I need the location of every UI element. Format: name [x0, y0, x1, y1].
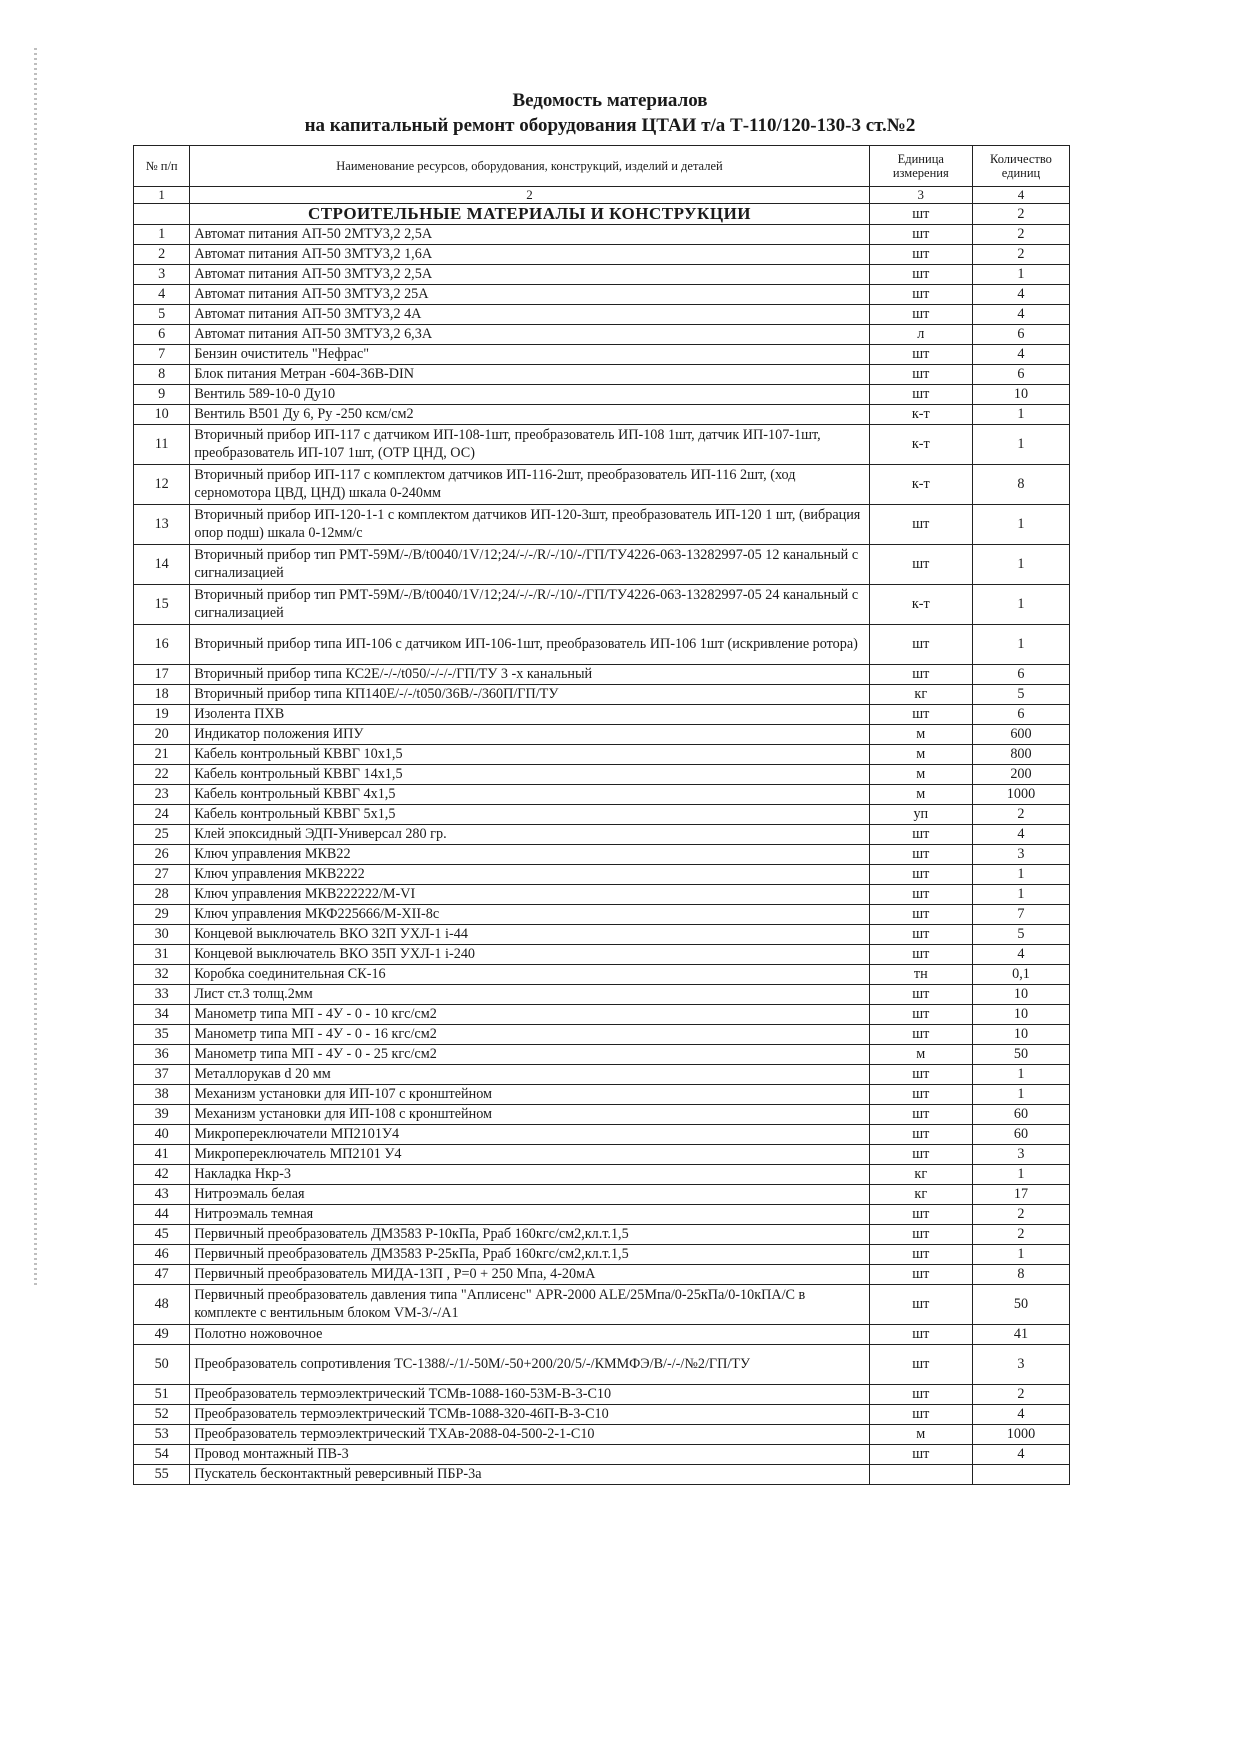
table-row — [134, 625, 1070, 665]
row-number: 33 — [134, 985, 190, 1005]
table-row — [134, 365, 1070, 385]
row-quantity: 3 — [972, 1145, 1069, 1165]
row-unit: шт — [869, 1265, 972, 1285]
row-quantity: 2 — [972, 1385, 1069, 1405]
row-name: Кабель контрольный КВВГ 10х1,5 — [190, 745, 869, 765]
row-quantity: 2 — [972, 1205, 1069, 1225]
row-number: 50 — [134, 1345, 190, 1385]
section-number-cell — [134, 204, 190, 225]
section-quantity: 2 — [972, 204, 1069, 225]
row-name: Изолента ПХВ — [190, 705, 869, 725]
row-name: Микропереключатель МП2101 У4 — [190, 1145, 869, 1165]
row-number: 55 — [134, 1465, 190, 1485]
row-name: Кабель контрольный КВВГ 5х1,5 — [190, 805, 869, 825]
table-row — [134, 1105, 1070, 1125]
row-number: 51 — [134, 1385, 190, 1405]
row-number: 35 — [134, 1025, 190, 1045]
table-row — [134, 1185, 1070, 1205]
row-number: 7 — [134, 345, 190, 365]
table-row — [134, 225, 1070, 245]
row-number: 27 — [134, 865, 190, 885]
row-unit — [869, 1465, 972, 1485]
table-row — [134, 765, 1070, 785]
row-quantity: 60 — [972, 1125, 1069, 1145]
row-name: Вторичный прибор типа КП140Е/-/-/t050/36В/-/360П/ГП/ТУ — [190, 685, 869, 705]
row-quantity: 1000 — [972, 785, 1069, 805]
row-unit: м — [869, 1425, 972, 1445]
column-index-row — [134, 187, 1070, 204]
table-row — [134, 1025, 1070, 1045]
row-unit: шт — [869, 1325, 972, 1345]
table-row — [134, 1005, 1070, 1025]
row-quantity: 1 — [972, 405, 1069, 425]
table-header-row — [134, 146, 1070, 187]
row-number: 34 — [134, 1005, 190, 1025]
row-quantity: 10 — [972, 1025, 1069, 1045]
table-row — [134, 1325, 1070, 1345]
row-name: Вторичный прибор тип РМТ-59М/-/В/t0040/1V/12;24/-/-/R/-/10/-/ГП/ТУ4226-063-13282997-05 12 канальный с сигнализацией — [190, 545, 869, 585]
section-title: СТРОИТЕЛЬНЫЕ МАТЕРИАЛЫ И КОНСТРУКЦИИ — [190, 204, 869, 225]
row-number: 11 — [134, 425, 190, 465]
table-row — [134, 1085, 1070, 1105]
row-name: Вторичный прибор типа КС2Е/-/-/t050/-/-/-/ГП/ТУ 3 -х канальный — [190, 665, 869, 685]
table-row — [134, 845, 1070, 865]
table-row — [134, 745, 1070, 765]
row-name: Пускатель бесконтактный реверсивный ПБР-3а — [190, 1465, 869, 1485]
row-quantity: 1 — [972, 1065, 1069, 1085]
row-unit: шт — [869, 625, 972, 665]
row-unit: л — [869, 325, 972, 345]
row-unit: шт — [869, 985, 972, 1005]
row-quantity: 7 — [972, 905, 1069, 925]
table-row — [134, 1445, 1070, 1465]
row-unit: шт — [869, 365, 972, 385]
row-number: 40 — [134, 1125, 190, 1145]
table-row — [134, 245, 1070, 265]
row-unit: шт — [869, 1065, 972, 1085]
row-name: Нитроэмаль темная — [190, 1205, 869, 1225]
row-number: 38 — [134, 1085, 190, 1105]
row-name: Вторичный прибор типа ИП-106 с датчиком ИП-106-1шт, преобразователь ИП-106 1шт (искривление ротора) — [190, 625, 869, 665]
row-name: Автомат питания АП-50 3МТУ3,2 4А — [190, 305, 869, 325]
row-name: Металлорукав d 20 мм — [190, 1065, 869, 1085]
table-row — [134, 1065, 1070, 1085]
row-unit: кг — [869, 1165, 972, 1185]
row-quantity: 1 — [972, 585, 1069, 625]
row-unit: уп — [869, 805, 972, 825]
row-number: 36 — [134, 1045, 190, 1065]
table-row — [134, 1205, 1070, 1225]
table-row — [134, 985, 1070, 1005]
table-row — [134, 405, 1070, 425]
row-unit: шт — [869, 1245, 972, 1265]
table-row — [134, 585, 1070, 625]
column-index-1: 1 — [134, 187, 190, 204]
row-number: 9 — [134, 385, 190, 405]
row-number: 20 — [134, 725, 190, 745]
row-name: Вторичный прибор тип РМТ-59М/-/В/t0040/1V/12;24/-/-/R/-/10/-/ГП/ТУ4226-063-13282997-05 24 канальный с сигнализацией — [190, 585, 869, 625]
row-quantity: 1000 — [972, 1425, 1069, 1445]
table-row — [134, 685, 1070, 705]
row-name: Кабель контрольный КВВГ 4х1,5 — [190, 785, 869, 805]
row-number: 17 — [134, 665, 190, 685]
table-row — [134, 825, 1070, 845]
table-row — [134, 1245, 1070, 1265]
row-unit: шт — [869, 925, 972, 945]
row-number: 48 — [134, 1285, 190, 1325]
document-title: Ведомость материалов — [512, 90, 708, 111]
row-quantity: 50 — [972, 1045, 1069, 1065]
row-number: 46 — [134, 1245, 190, 1265]
row-quantity: 1 — [972, 625, 1069, 665]
row-unit: шт — [869, 1345, 972, 1385]
table-row — [134, 665, 1070, 685]
row-quantity: 8 — [972, 465, 1069, 505]
row-name: Коробка соединительная СК-16 — [190, 965, 869, 985]
row-name: Микропереключатели МП2101У4 — [190, 1125, 869, 1145]
table-row — [134, 1385, 1070, 1405]
row-quantity: 5 — [972, 925, 1069, 945]
document-subtitle: на капитальный ремонт оборудования ЦТАИ т/а Т-110/120-130-3 ст.№2 — [304, 115, 916, 136]
row-quantity: 50 — [972, 1285, 1069, 1325]
column-index-2: 2 — [190, 187, 869, 204]
row-unit: шт — [869, 1405, 972, 1425]
table-row — [134, 885, 1070, 905]
table-row — [134, 705, 1070, 725]
row-quantity: 6 — [972, 365, 1069, 385]
row-quantity: 17 — [972, 1185, 1069, 1205]
row-unit: шт — [869, 1445, 972, 1465]
row-unit: к-т — [869, 425, 972, 465]
row-quantity: 2 — [972, 225, 1069, 245]
row-quantity: 1 — [972, 425, 1069, 465]
row-unit: шт — [869, 825, 972, 845]
row-number: 18 — [134, 685, 190, 705]
row-name: Вторичный прибор ИП-117 с датчиком ИП-108-1шт, преобразователь ИП-108 1шт, датчик ИП-107-1шт, преобразователь ИП-107 1шт, (ОТР ЦНД, ОС) — [190, 425, 869, 465]
row-unit: шт — [869, 705, 972, 725]
row-number: 44 — [134, 1205, 190, 1225]
table-row — [134, 1405, 1070, 1425]
row-unit: шт — [869, 665, 972, 685]
row-quantity: 60 — [972, 1105, 1069, 1125]
row-quantity: 1 — [972, 505, 1069, 545]
row-quantity: 1 — [972, 865, 1069, 885]
row-name: Вторичный прибор ИП-117 с комплектом датчиков ИП-116-2шт, преобразователь ИП-116 2шт, (ход серномотора ЦВД, ЦНД) шкала 0-240мм — [190, 465, 869, 505]
row-number: 37 — [134, 1065, 190, 1085]
row-quantity: 0,1 — [972, 965, 1069, 985]
row-quantity — [972, 1465, 1069, 1485]
row-unit: шт — [869, 865, 972, 885]
row-name: Первичный преобразователь МИДА-13П , Р=0 + 250 Мпа, 4-20мА — [190, 1265, 869, 1285]
table-row — [134, 305, 1070, 325]
row-quantity: 2 — [972, 245, 1069, 265]
row-quantity: 800 — [972, 745, 1069, 765]
row-quantity: 4 — [972, 345, 1069, 365]
column-index-4: 4 — [972, 187, 1069, 204]
row-name: Провод монтажный ПВ-3 — [190, 1445, 869, 1465]
row-name: Вторичный прибор ИП-120-1-1 с комплектом датчиков ИП-120-3шт, преобразователь ИП-120 1 шт, (вибрация опор подш) шкала 0-12мм/с — [190, 505, 869, 545]
row-number: 19 — [134, 705, 190, 725]
table-row — [134, 865, 1070, 885]
row-unit: тн — [869, 965, 972, 985]
row-quantity: 6 — [972, 665, 1069, 685]
row-name: Автомат питания АП-50 3МТУ3,2 25А — [190, 285, 869, 305]
row-number: 29 — [134, 905, 190, 925]
row-quantity: 3 — [972, 1345, 1069, 1385]
table-row — [134, 1165, 1070, 1185]
section-unit: шт — [869, 204, 972, 225]
row-quantity: 2 — [972, 805, 1069, 825]
row-unit: шт — [869, 1085, 972, 1105]
row-quantity: 10 — [972, 1005, 1069, 1025]
row-name: Полотно ножовочное — [190, 1325, 869, 1345]
row-quantity: 3 — [972, 845, 1069, 865]
row-name: Блок питания Метран -604-36В-DIN — [190, 365, 869, 385]
row-name: Концевой выключатель ВКО 32П УХЛ-1 i-44 — [190, 925, 869, 945]
row-number: 3 — [134, 265, 190, 285]
row-number: 47 — [134, 1265, 190, 1285]
row-number: 43 — [134, 1185, 190, 1205]
row-name: Автомат питания АП-50 2МТУ3,2 2,5А — [190, 225, 869, 245]
row-quantity: 6 — [972, 705, 1069, 725]
row-quantity: 1 — [972, 885, 1069, 905]
table-row — [134, 905, 1070, 925]
row-unit: шт — [869, 305, 972, 325]
row-name: Вентиль 589-10-0 Ду10 — [190, 385, 869, 405]
row-number: 12 — [134, 465, 190, 505]
column-header-name: Наименование ресурсов, оборудования, конструкций, изделий и деталей — [190, 146, 869, 187]
row-unit: м — [869, 745, 972, 765]
row-number: 28 — [134, 885, 190, 905]
row-name: Автомат питания АП-50 3МТУ3,2 6,3А — [190, 325, 869, 345]
row-name: Бензин очиститель "Нефрас" — [190, 345, 869, 365]
row-quantity: 2 — [972, 1225, 1069, 1245]
row-number: 2 — [134, 245, 190, 265]
row-unit: шт — [869, 1025, 972, 1045]
table-row — [134, 1265, 1070, 1285]
row-number: 30 — [134, 925, 190, 945]
row-name: Лист ст.3 толщ.2мм — [190, 985, 869, 1005]
row-number: 25 — [134, 825, 190, 845]
row-name: Индикатор положения ИПУ — [190, 725, 869, 745]
row-number: 21 — [134, 745, 190, 765]
row-quantity: 1 — [972, 545, 1069, 585]
row-name: Преобразователь термоэлектрический ТХАв-2088-04-500-2-1-С10 — [190, 1425, 869, 1445]
table-row — [134, 725, 1070, 745]
row-unit: шт — [869, 385, 972, 405]
table-row — [134, 425, 1070, 465]
row-quantity: 8 — [972, 1265, 1069, 1285]
row-quantity: 6 — [972, 325, 1069, 345]
row-unit: м — [869, 765, 972, 785]
row-unit: шт — [869, 545, 972, 585]
row-quantity: 4 — [972, 285, 1069, 305]
row-unit: шт — [869, 905, 972, 925]
row-number: 4 — [134, 285, 190, 305]
row-name: Ключ управления МКВ2222 — [190, 865, 869, 885]
table-row — [134, 805, 1070, 825]
table-row — [134, 345, 1070, 365]
row-unit: м — [869, 725, 972, 745]
row-name: Клей эпоксидный ЭДП-Универсал 280 гр. — [190, 825, 869, 845]
row-name: Ключ управления МКВ22 — [190, 845, 869, 865]
column-header-unit: Единица измерения — [869, 146, 972, 187]
row-unit: шт — [869, 1125, 972, 1145]
row-unit: шт — [869, 225, 972, 245]
table-row — [134, 1145, 1070, 1165]
table-row — [134, 1225, 1070, 1245]
row-number: 41 — [134, 1145, 190, 1165]
row-number: 49 — [134, 1325, 190, 1345]
row-quantity: 200 — [972, 765, 1069, 785]
row-number: 26 — [134, 845, 190, 865]
row-number: 45 — [134, 1225, 190, 1245]
table-row — [134, 1465, 1070, 1485]
row-number: 42 — [134, 1165, 190, 1185]
row-quantity: 4 — [972, 1445, 1069, 1465]
row-number: 1 — [134, 225, 190, 245]
row-quantity: 4 — [972, 945, 1069, 965]
row-unit: шт — [869, 1145, 972, 1165]
row-unit: шт — [869, 1105, 972, 1125]
row-quantity: 41 — [972, 1325, 1069, 1345]
row-quantity: 10 — [972, 385, 1069, 405]
row-unit: шт — [869, 245, 972, 265]
column-header-number: № п/п — [134, 146, 190, 187]
row-unit: м — [869, 785, 972, 805]
row-unit: шт — [869, 1385, 972, 1405]
row-name: Механизм установки для ИП-108 с кронштейном — [190, 1105, 869, 1125]
table-row — [134, 1425, 1070, 1445]
row-quantity: 1 — [972, 1165, 1069, 1185]
row-unit: шт — [869, 1285, 972, 1325]
row-number: 16 — [134, 625, 190, 665]
table-row — [134, 785, 1070, 805]
row-name: Преобразователь термоэлектрический ТСМв-1088-160-53М-В-3-С10 — [190, 1385, 869, 1405]
table-row — [134, 285, 1070, 305]
row-unit: кг — [869, 1185, 972, 1205]
row-number: 23 — [134, 785, 190, 805]
row-number: 52 — [134, 1405, 190, 1425]
row-name: Автомат питания АП-50 3МТУ3,2 2,5А — [190, 265, 869, 285]
row-unit: м — [869, 1045, 972, 1065]
row-unit: кг — [869, 685, 972, 705]
row-name: Ключ управления МКВ222222/М-VI — [190, 885, 869, 905]
section-row — [134, 204, 1070, 225]
row-name: Вентиль В501 Ду 6, Ру -250 ксм/см2 — [190, 405, 869, 425]
row-name: Манометр типа МП - 4У - 0 - 16 кгс/см2 — [190, 1025, 869, 1045]
row-name: Первичный преобразователь ДМ3583 Р-10кПа, Рраб 160кгс/см2,кл.т.1,5 — [190, 1225, 869, 1245]
row-number: 8 — [134, 365, 190, 385]
row-name: Механизм установки для ИП-107 с кронштейном — [190, 1085, 869, 1105]
row-name: Манометр типа МП - 4У - 0 - 10 кгс/см2 — [190, 1005, 869, 1025]
row-unit: шт — [869, 1225, 972, 1245]
row-name: Преобразователь сопротивления ТС-1388/-/1/-50М/-50+200/20/5/-/КММФЭ/В/-/-/№2/ГП/ТУ — [190, 1345, 869, 1385]
table-row — [134, 465, 1070, 505]
table-row — [134, 1285, 1070, 1325]
row-name: Ключ управления МКФ225666/М-XII-8с — [190, 905, 869, 925]
row-name: Нитроэмаль белая — [190, 1185, 869, 1205]
row-quantity: 1 — [972, 1245, 1069, 1265]
column-header-quantity: Количество единиц — [972, 146, 1069, 187]
row-unit: шт — [869, 505, 972, 545]
row-quantity: 600 — [972, 725, 1069, 745]
column-index-3: 3 — [869, 187, 972, 204]
table-row — [134, 1125, 1070, 1145]
row-number: 39 — [134, 1105, 190, 1125]
row-number: 13 — [134, 505, 190, 545]
row-unit: к-т — [869, 465, 972, 505]
row-number: 32 — [134, 965, 190, 985]
row-name: Манометр типа МП - 4У - 0 - 25 кгс/см2 — [190, 1045, 869, 1065]
table-row — [134, 1045, 1070, 1065]
row-number: 53 — [134, 1425, 190, 1445]
row-number: 54 — [134, 1445, 190, 1465]
row-unit: шт — [869, 345, 972, 365]
table-row — [134, 505, 1070, 545]
row-number: 22 — [134, 765, 190, 785]
row-number: 24 — [134, 805, 190, 825]
row-quantity: 4 — [972, 305, 1069, 325]
row-quantity: 1 — [972, 265, 1069, 285]
row-name: Первичный преобразователь давления типа "Аплисенс" APR-2000 ALE/25Мпа/0-25кПа/0-10кПА/С в комплекте с вентильным блоком VM-3/-/A1 — [190, 1285, 869, 1325]
row-quantity: 4 — [972, 825, 1069, 845]
row-number: 14 — [134, 545, 190, 585]
row-name: Преобразователь термоэлектрический ТСМв-1088-320-46П-В-3-С10 — [190, 1405, 869, 1425]
row-unit: шт — [869, 285, 972, 305]
row-number: 10 — [134, 405, 190, 425]
table-row — [134, 945, 1070, 965]
row-name: Кабель контрольный КВВГ 14х1,5 — [190, 765, 869, 785]
table-row — [134, 1345, 1070, 1385]
row-number: 15 — [134, 585, 190, 625]
row-quantity: 10 — [972, 985, 1069, 1005]
row-name: Концевой выключатель ВКО 35П УХЛ-1 i-240 — [190, 945, 869, 965]
row-unit: шт — [869, 1005, 972, 1025]
table-row — [134, 385, 1070, 405]
row-name: Первичный преобразователь ДМ3583 Р-25кПа, Рраб 160кгс/см2,кл.т.1,5 — [190, 1245, 869, 1265]
row-quantity: 4 — [972, 1405, 1069, 1425]
table-row — [134, 265, 1070, 285]
table-row — [134, 925, 1070, 945]
row-number: 31 — [134, 945, 190, 965]
row-unit: к-т — [869, 585, 972, 625]
row-quantity: 1 — [972, 1085, 1069, 1105]
table-row — [134, 325, 1070, 345]
row-unit: шт — [869, 945, 972, 965]
row-name: Автомат питания АП-50 3МТУ3,2 1,6А — [190, 245, 869, 265]
row-quantity: 5 — [972, 685, 1069, 705]
row-name: Накладка Нкр-3 — [190, 1165, 869, 1185]
row-unit: шт — [869, 265, 972, 285]
row-number: 6 — [134, 325, 190, 345]
materials-table — [133, 145, 1070, 1485]
row-unit: шт — [869, 1205, 972, 1225]
binding-holes-strip — [34, 48, 37, 1288]
row-unit: шт — [869, 885, 972, 905]
row-unit: к-т — [869, 405, 972, 425]
table-row — [134, 545, 1070, 585]
row-number: 5 — [134, 305, 190, 325]
table-row — [134, 965, 1070, 985]
row-unit: шт — [869, 845, 972, 865]
